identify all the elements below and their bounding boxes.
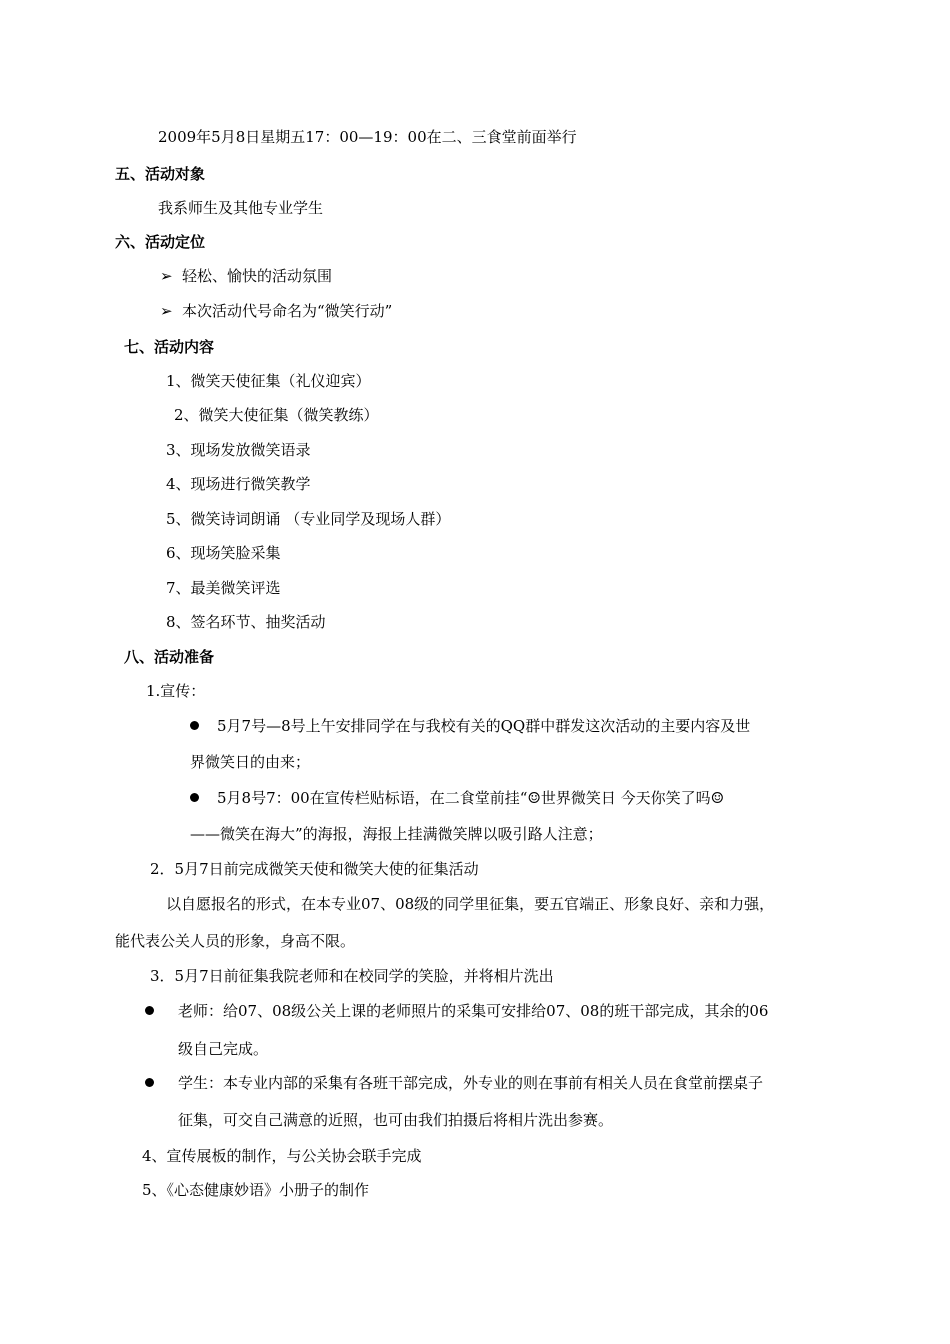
- section-7-item: 1、微笑天使征集（礼仪迎宾）: [166, 372, 371, 390]
- section-7-item: 2、微笑大使征集（微笑教练）: [174, 406, 379, 424]
- section-8-heading: 八、活动准备: [124, 648, 215, 666]
- bullet-icon: [145, 1078, 154, 1087]
- prep-3-bullet-1-line-1: 老师：给07、08级公关上课的老师照片的采集可安排给07、08的班干部完成，其余的06: [178, 1002, 769, 1020]
- section-6-item-text: 轻松、愉快的活动氛围: [182, 267, 333, 285]
- prep-3-title: 3．5月7日前征集我院老师和在校同学的笑脸，并将相片洗出: [150, 967, 554, 985]
- section-7-item: 5、微笑诗词朗诵 （专业同学及现场人群）: [166, 510, 451, 528]
- section-6-item: [160, 301, 392, 321]
- publicity-bullet-1-line-2: 界微笑日的由来；: [190, 753, 311, 771]
- arrow-right-icon: ➢: [160, 302, 173, 320]
- bullet-icon: [190, 721, 199, 730]
- section-6-item-text: 本次活动代号命名为“微笑行动”: [182, 302, 393, 320]
- publicity-bullet-2-line-2: ——微笑在海大”的海报，海报上挂满微笑牌以吸引路人注意；: [190, 825, 603, 843]
- prep-5-text: 5、《心态健康妙语》小册子的制作: [142, 1181, 370, 1199]
- section-5-text: 我系师生及其他专业学生: [158, 199, 324, 217]
- prep-4-text: 4、宣传展板的制作，与公关协会联手完成: [142, 1147, 422, 1165]
- section-7-item: 6、现场笑脸采集: [166, 544, 281, 562]
- section-7-item: 8、签名环节、抽奖活动: [166, 613, 326, 631]
- publicity-bullet-2-line-1: 5月8号7：00在宣传栏贴标语，在二食堂前挂“☺世界微笑日 今天你笑了吗☺: [217, 789, 725, 807]
- prep-3-bullet-2-line-1: 学生：本专业内部的采集有各班干部完成，外专业的则在事前有相关人员在食堂前摆桌子: [178, 1074, 764, 1092]
- section-6-heading: 六、活动定位: [115, 233, 206, 251]
- arrow-right-icon: ➢: [160, 267, 173, 285]
- prep-2-title: 2．5月7日前完成微笑天使和微笑大使的征集活动: [150, 860, 479, 878]
- prep-2-text-line-1: 以自愿报名的形式，在本专业07、08级的同学里征集，要五官端正、形象良好、亲和力强，: [166, 895, 775, 913]
- publicity-title: 1.宣传：: [146, 682, 206, 700]
- event-time-text: 2009年5月8日星期五17：00—19：00在二、三食堂前面举行: [158, 128, 577, 146]
- section-7-item: 3、现场发放微笑语录: [166, 441, 311, 459]
- bullet-icon: [145, 1006, 154, 1015]
- prep-3-bullet-1-line-2: 级自己完成。: [178, 1040, 269, 1058]
- section-7-item: 7、最美微笑评选: [166, 579, 281, 597]
- section-6-item: [160, 266, 332, 286]
- section-7-item: 4、现场进行微笑教学: [166, 475, 311, 493]
- section-7-heading: 七、活动内容: [124, 338, 215, 356]
- prep-2-text-line-2: 能代表公关人员的形象，身高不限。: [115, 932, 356, 950]
- publicity-bullet-1-line-1: 5月7号—8号上午安排同学在与我校有关的QQ群中群发这次活动的主要内容及世: [217, 717, 751, 735]
- prep-3-bullet-2-line-2: 征集，可交自己满意的近照，也可由我们拍摄后将相片洗出参赛。: [178, 1111, 614, 1129]
- bullet-icon: [190, 793, 199, 802]
- section-5-heading: 五、活动对象: [115, 165, 206, 183]
